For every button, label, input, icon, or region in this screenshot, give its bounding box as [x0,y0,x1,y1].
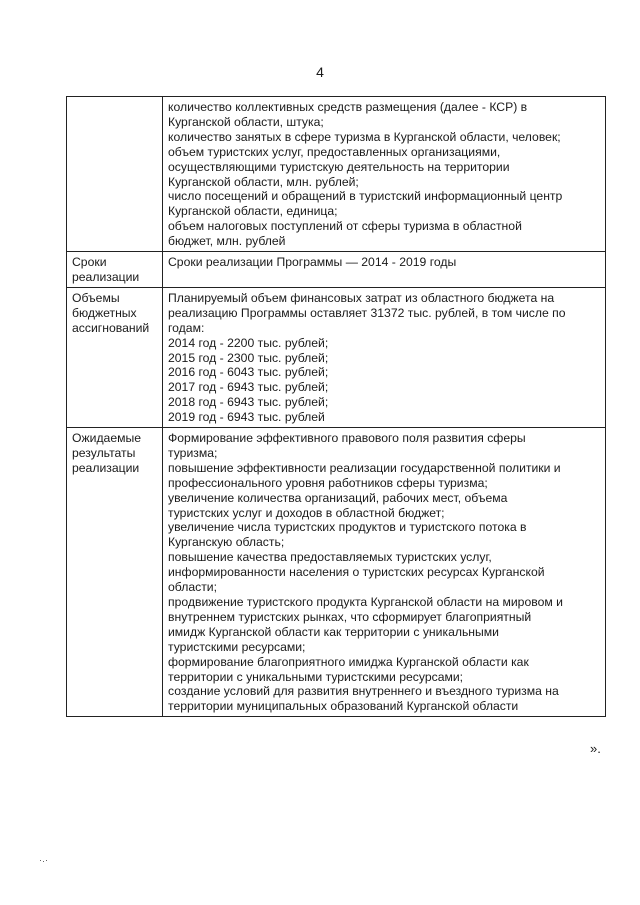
row-label-line: Ожидаемые [72,431,142,446]
table-body [67,97,606,717]
row-label-line: реализации [72,269,140,284]
row-content-line: информированности населения о туристских ресурсах Курганской [168,565,545,580]
row-content-line: увеличение числа туристских продуктов и туристского потока в [168,520,527,535]
table-row [67,287,606,427]
scan-margin-dots [40,860,48,864]
row-content-line: формирование благоприятного имиджа Курганской области как [168,654,529,669]
row-content-line: число посещений и обращений в туристский информационный центр [168,189,563,204]
row-content-line: территории муниципальных образований Курганской области [168,699,519,714]
row-content-cell [163,428,606,717]
row-content-line: продвижение туристского продукта Курганской области на мировом и [168,595,563,609]
table-row [67,252,606,288]
row-content-line: 2019 год - 6943 тыс. рублей [168,410,325,425]
row-content-line: туризма; [168,445,218,460]
row-content-line: туристских услуг и доходов в областной бюджет; [168,505,445,520]
row-content-line: реализацию Программы оставляет 31372 тыс. рублей, в том числе по [168,305,566,320]
row-content-line: объем туристских услуг, предоставленных организациями, [168,144,501,159]
row-content-line: повышение эффективности реализации государственной политики и [168,460,561,475]
row-content-line: увеличение количества организаций, рабочих мест, объема [168,490,508,505]
row-content-line: Сроки реализации Программы — 2014 - 2019 годы [168,255,457,270]
program-passport-table [66,96,606,717]
row-content-cell [163,97,606,252]
row-content-line: Курганской области, млн. рублей; [168,174,359,189]
row-content-line: годам: [168,320,205,335]
table-row [67,428,606,717]
row-content-line: 2018 год - 6943 тыс. рублей; [168,395,329,410]
row-content-line: имидж Курганской области как территории с уникальными [168,624,499,639]
row-label-cell [67,428,163,717]
row-content-line: объем налоговых поступлений от сферы туризма в областной [168,219,522,234]
row-label-line: ассигнований [72,320,150,335]
row-label-cell [67,97,163,252]
row-content-line: повышение качества предоставляемых туристских услуг, [168,550,492,565]
row-content-line: 2017 год - 6943 тыс. рублей; [168,380,329,395]
row-content-line: бюджет, млн. рублей [168,234,286,249]
row-content-line: количество коллективных средств размещения (далее - КСР) в [168,100,528,114]
row-content-cell [163,287,606,427]
row-label-cell [67,287,163,427]
row-content-line: внутреннем туристских рынках, что сформирует благоприятный [168,609,532,624]
row-label-line: реализации [72,460,140,475]
row-content-line: Формирование эффективного правового поля развития сферы [168,431,526,446]
row-content-line: количество занятых в сфере туризма в Курганской области, человек; [168,129,561,144]
row-content-line: профессионального уровня работников сферы туризма; [168,475,488,490]
row-label-cell [67,252,163,288]
row-content-line: Курганской области, штука; [168,114,324,129]
row-content-cell [163,252,606,288]
row-content-line: 2016 год - 6043 тыс. рублей; [168,365,329,380]
row-content-line: Планируемый объем финансовых затрат из областного бюджета на [168,290,555,305]
table-row [67,97,606,252]
row-label-line: Объемы [72,290,120,305]
row-content-line: области; [168,580,217,595]
row-label-line: бюджетных [72,305,137,320]
page-number: 4 [316,64,324,80]
row-content-line: создание условий для развития внутреннего и въездного туризма на [168,684,559,699]
row-content-line: осуществляющими туристскую деятельность на территории [168,159,510,174]
row-label-line: Сроки [72,255,107,270]
row-content-line: Курганскую область; [168,535,285,550]
row-content-line: территории с уникальными туристскими ресурсами; [168,669,464,684]
row-content-line: 2014 год - 2200 тыс. рублей; [168,335,329,350]
row-content-line: Курганской области, единица; [168,204,338,219]
row-label-line: результаты [72,445,136,460]
row-content-line: 2015 год - 2300 тыс. рублей; [168,350,329,365]
row-content-line: туристскими ресурсами; [168,639,306,654]
closing-quote-mark: ». [590,741,601,756]
